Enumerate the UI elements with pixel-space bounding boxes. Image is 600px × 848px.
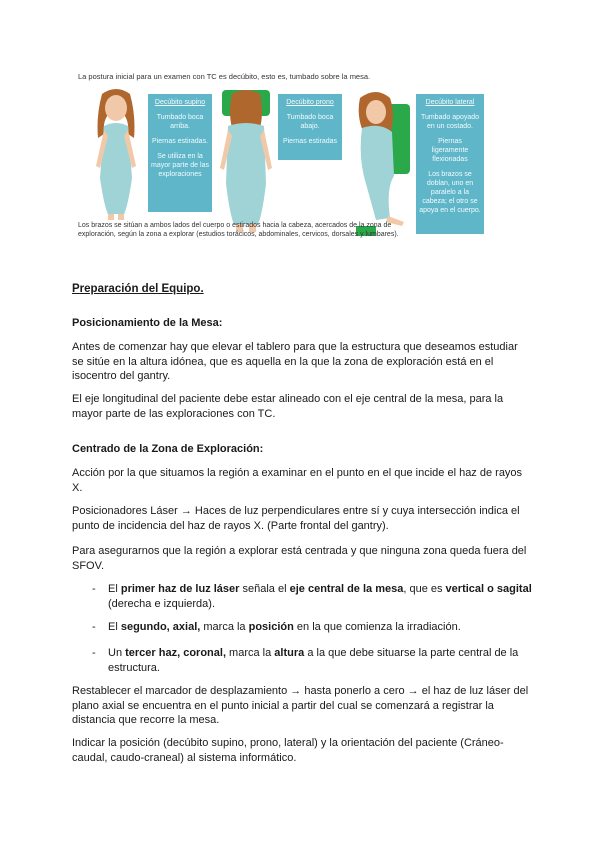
prone-line: Tumbado boca abajo. — [286, 114, 334, 130]
bullet-text: El — [108, 583, 121, 595]
supine-card — [148, 94, 212, 212]
centrado-paragraph-5: Indicar la posición (decúbito supino, prono, lateral) y la orientación del paciente (Cráneo-caudal, caudo-craneal) al sistema informático. — [72, 737, 504, 764]
figure-caption-top: La postura inicial para un examen con TC es decúbito, esto es, tumbado sobre la mesa. — [78, 72, 371, 81]
bullet-bold: posición — [248, 621, 294, 633]
mesa-heading: Posicionamiento de la Mesa: — [72, 317, 223, 329]
centrado-heading: Centrado de la Zona de Exploración: — [72, 443, 264, 455]
list-dash: - — [92, 647, 96, 659]
mesa-paragraph-1: Antes de comenzar hay que elevar el tablero para que la estructura que deseamos estudiar se sitúe en la altura idónea, que es aquella en la que la zona de exploración está en el isocentro del gantry. — [72, 341, 518, 382]
bullet-bold: primer haz de luz láser — [120, 583, 240, 595]
centrado-paragraph-4: Restablecer el marcador de desplazamiento → hasta ponerlo a cero → el haz de luz láser del plano axial se encuentra en el punto inicial a partir del cual se comenzará a registrar la distancia que recorre la mesa. — [72, 685, 529, 726]
bullet-text: marca la — [200, 621, 249, 633]
bullet-text: (derecha e izquierda). — [108, 597, 216, 610]
patient-positions-figure — [76, 70, 526, 252]
centrado-paragraph-2: Posicionadores Láser → Haces de luz perpendiculares entre sí y cuya intersección indica el punto de incidencia del haz de rayos X. (Parte frontal del gantry). — [72, 505, 520, 532]
prone-line: Piernas estiradas — [282, 138, 338, 145]
prone-card — [278, 94, 342, 160]
bullet-text: marca la — [226, 647, 275, 659]
supine-line: Se utiliza en la mayor parte de las exploraciones — [151, 153, 209, 178]
figure-caption-bottom: Los brazos se sitúan a ambos lados del cuerpo o estirados hacia la cabeza, acercados de la zona de exploración, según la zona a explorar (estudios torácicos, abdominales, cervicos, dorsales y lumbares). — [78, 222, 399, 238]
list-dash: - — [92, 621, 96, 633]
lateral-patient-illustration — [346, 88, 416, 238]
lateral-title: Decúbito lateral — [425, 99, 475, 106]
list-dash: - — [92, 583, 96, 595]
centrado-paragraph-3: Para asegurarnos que la región a explorar está centrada y que ninguna zona queda fuera del SFOV. — [72, 545, 527, 572]
bullet-bold: tercer haz, coronal, — [125, 647, 226, 659]
supine-line: Tumbado boca arriba. — [156, 114, 204, 130]
centrado-paragraph-1: Acción por la que situamos la región a examinar en el punto en el que incide el haz de rayos X. — [72, 467, 523, 494]
bullet-bold: eje central de la mesa — [289, 583, 404, 595]
section-title: Preparación del Equipo. — [72, 283, 204, 295]
bullet-text: Un — [108, 647, 126, 659]
bullet-text: , que es — [403, 583, 446, 595]
bullet-text: a la que debe situarse la parte central de la estructura. — [108, 647, 519, 674]
bullet-bold: segundo, axial, — [120, 621, 201, 633]
lateral-line: Los brazos se doblan, uno en paralelo a la cabeza; el otro se apoya en el cuerpo. — [419, 171, 481, 214]
bullet-bold: vertical o sagital — [445, 583, 532, 595]
prone-title: Decúbito prono — [286, 99, 334, 106]
supine-title: Decúbito supino — [154, 99, 206, 106]
bullet-text: señala el — [239, 583, 290, 595]
bullet-text: El — [108, 621, 121, 633]
prone-patient-illustration — [216, 88, 276, 238]
bullet-bold: altura — [274, 647, 305, 659]
mesa-paragraph-2: El eje longitudinal del paciente debe estar alineado con el eje central de la mesa, para la mayor parte de las exploraciones con TC. — [72, 393, 504, 420]
lateral-line: Piernas ligeramente flexionadas — [431, 138, 469, 163]
bullet-text: en la que comienza la irradiación. — [293, 621, 461, 633]
lateral-line: Tumbado apoyado en un costado. — [420, 114, 480, 130]
lateral-card — [416, 94, 484, 234]
supine-line: Piernas estiradas. — [151, 138, 209, 145]
supine-patient-illustration — [84, 86, 148, 226]
